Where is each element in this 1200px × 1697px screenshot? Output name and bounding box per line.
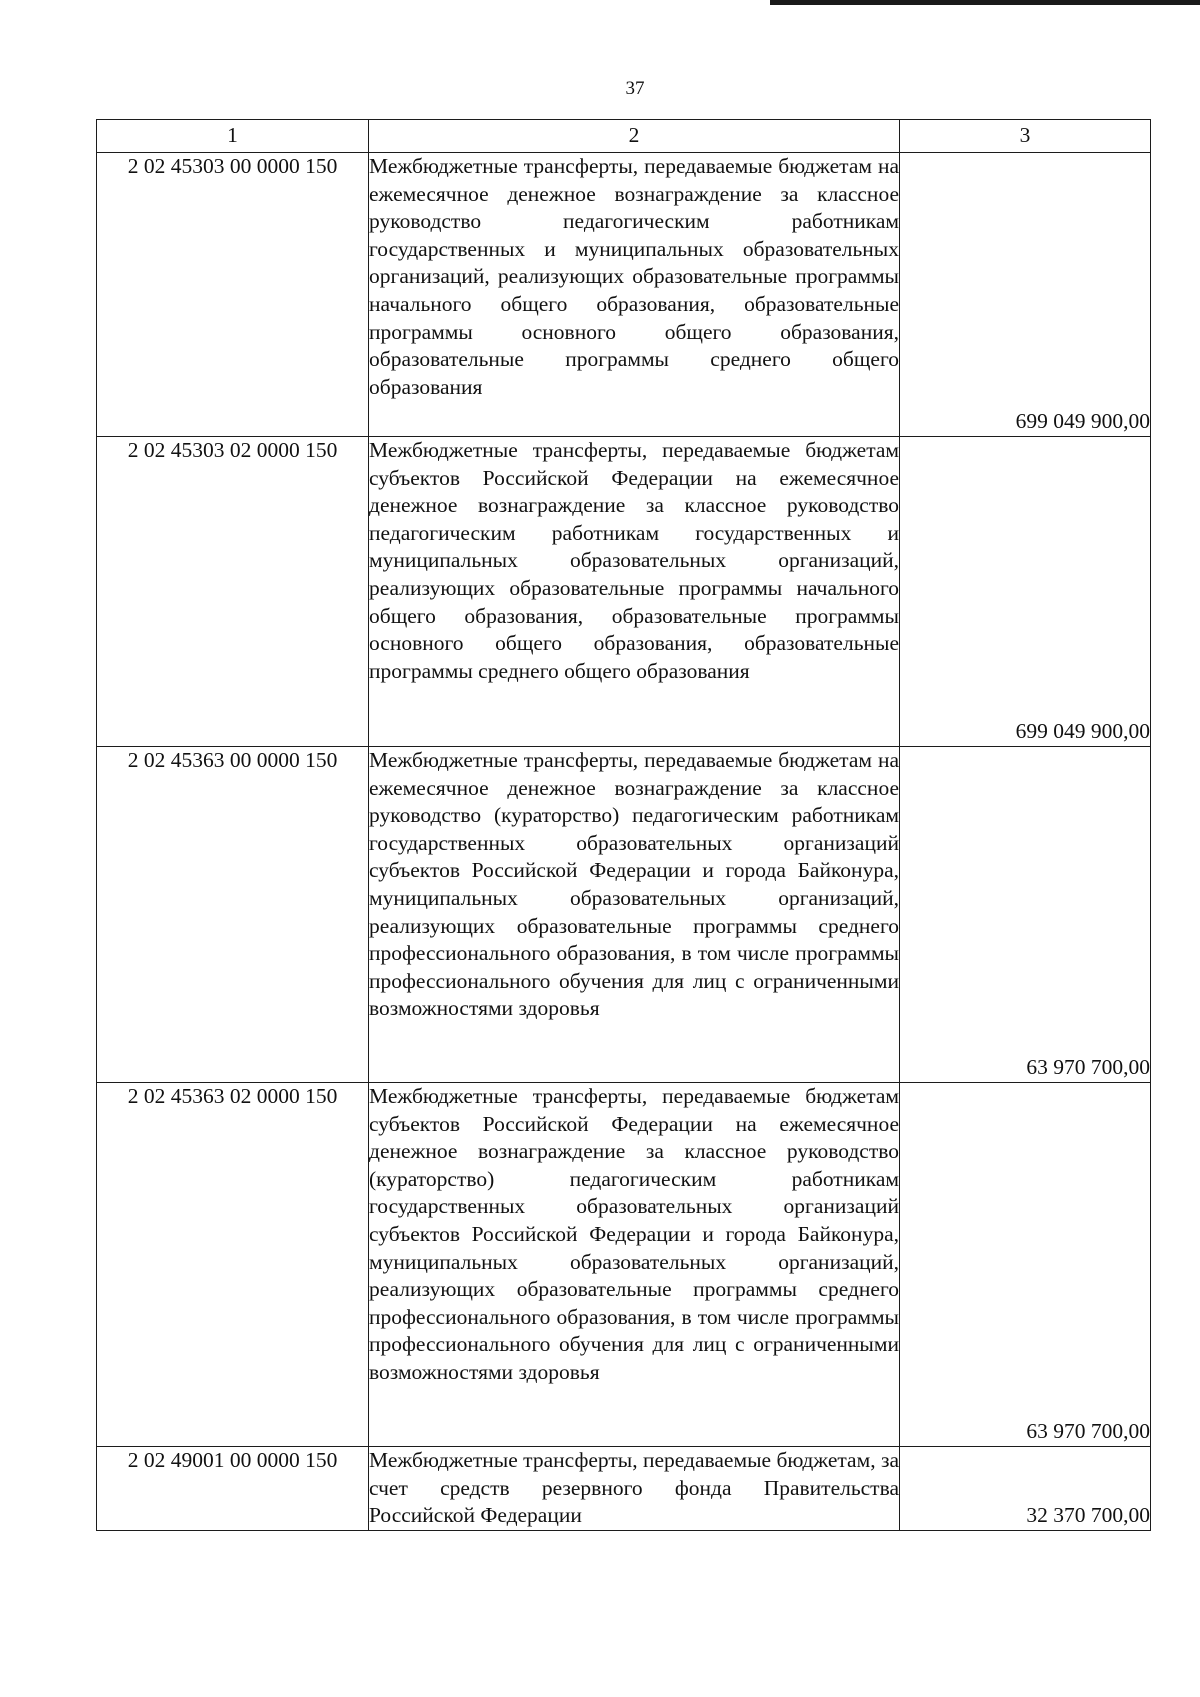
transfer-description: Межбюджетные трансферты, передаваемые бюджетам субъектов Российской Федерации на ежемесячное денежное вознаграждение за классное руководство педагогическим работникам государственных и муниципальных образовательных организаций, реализующих образовательные программы начального общего образования, образовательные программы основного общего образования, образовательные программы среднего общего образования xyxy=(369,437,900,747)
table-row xyxy=(97,1447,1151,1531)
table-header-row xyxy=(97,120,1151,153)
table-row xyxy=(97,153,1151,437)
scan-edge-mark xyxy=(770,0,1200,5)
column-header-amount: 3 xyxy=(900,120,1151,153)
budget-code: 2 02 45303 02 0000 150 xyxy=(97,437,369,747)
budget-code: 2 02 45363 02 0000 150 xyxy=(97,1083,369,1447)
transfer-amount: 699 049 900,00 xyxy=(900,153,1151,437)
transfer-description: Межбюджетные трансферты, передаваемые бюджетам, за счет средств резервного фонда Правительства Российской Федерации xyxy=(369,1447,900,1531)
transfer-amount: 32 370 700,00 xyxy=(900,1447,1151,1531)
table-row xyxy=(97,437,1151,747)
transfer-amount: 63 970 700,00 xyxy=(900,747,1151,1083)
budget-code: 2 02 49001 00 0000 150 xyxy=(97,1447,369,1531)
table-row xyxy=(97,747,1151,1083)
transfer-amount: 699 049 900,00 xyxy=(900,437,1151,747)
budget-code: 2 02 45303 00 0000 150 xyxy=(97,153,369,437)
table-row xyxy=(97,1083,1151,1447)
transfer-description: Межбюджетные трансферты, передаваемые бюджетам на ежемесячное денежное вознаграждение за классное руководство (кураторство) педагогическим работникам государственных образовательных организаций субъектов Российской Федерации и города Байконура, муниципальных образовательных организаций, реализующих образовательные программы среднего профессионального образования, в том числе программы профессионального обучения для лиц с ограниченными возможностями здоровья xyxy=(369,747,900,1083)
budget-code: 2 02 45363 00 0000 150 xyxy=(97,747,369,1083)
transfer-description: Межбюджетные трансферты, передаваемые бюджетам на ежемесячное денежное вознаграждение за классное руководство педагогическим работникам государственных и муниципальных образовательных организаций, реализующих образовательные программы начального общего образования, образовательные программы основного общего образования, образовательные программы среднего общего образования xyxy=(369,153,900,437)
transfer-description: Межбюджетные трансферты, передаваемые бюджетам субъектов Российской Федерации на ежемесячное денежное вознаграждение за классное руководство (кураторство) педагогическим работникам государственных образовательных организаций субъектов Российской Федерации и города Байконура, муниципальных образовательных организаций, реализующих образовательные программы среднего профессионального образования, в том числе программы профессионального обучения для лиц с ограниченными возможностями здоровья xyxy=(369,1083,900,1447)
transfer-amount: 63 970 700,00 xyxy=(900,1083,1151,1447)
column-header-code: 1 xyxy=(97,120,369,153)
budget-table xyxy=(96,119,1151,1531)
page-number: 37 xyxy=(625,78,645,99)
column-header-description: 2 xyxy=(369,120,900,153)
